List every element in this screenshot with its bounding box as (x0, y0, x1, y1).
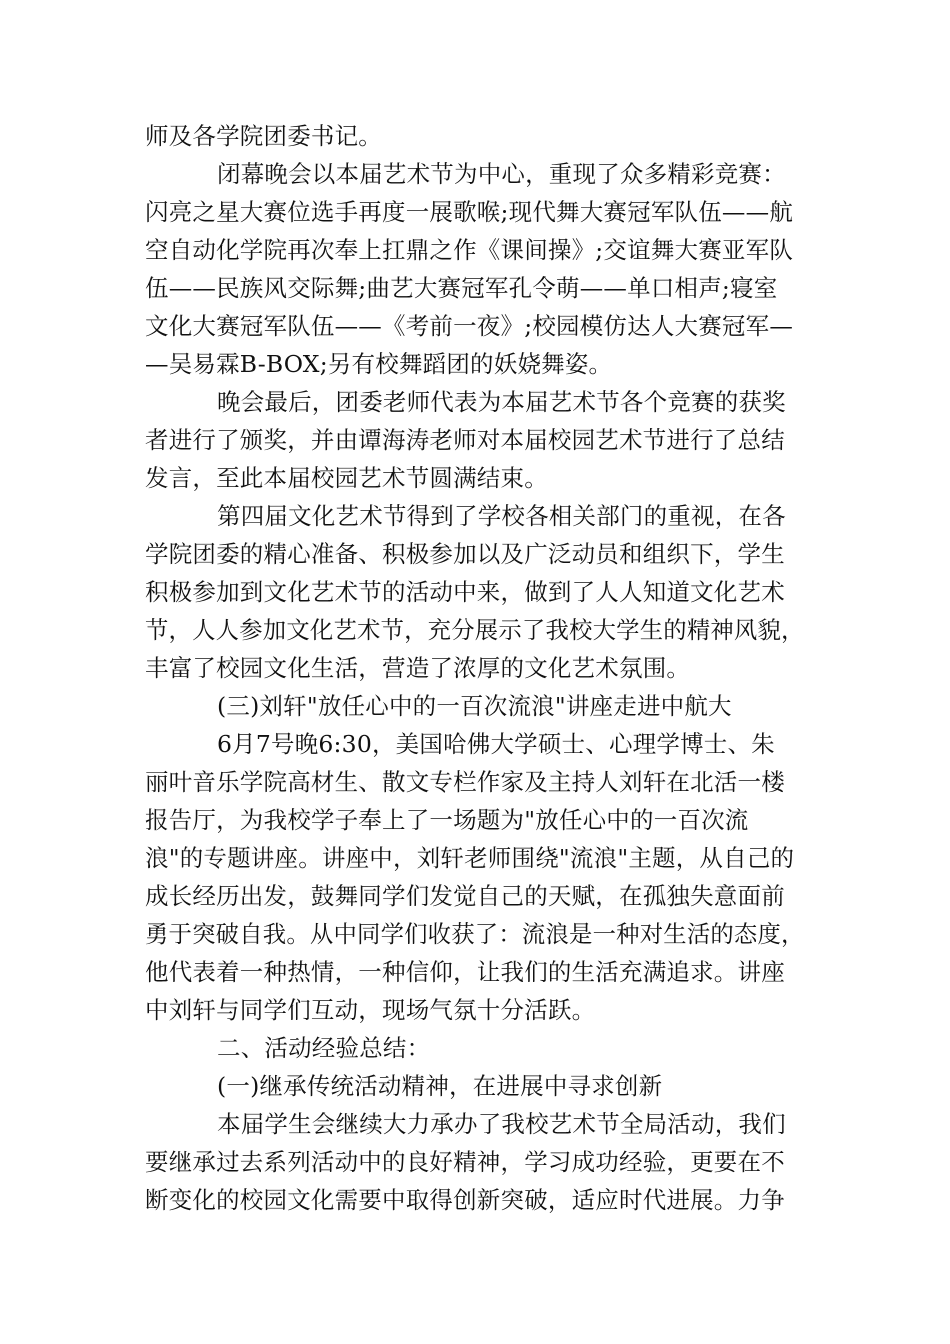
text-line-17: 6月7号晚6:30，美国哈佛大学硕士、心理学博士、朱 (217, 730, 775, 758)
text-line-7: —吴易霖B-BOX;另有校舞蹈团的妖娆舞姿。 (145, 350, 613, 378)
section-heading-3: (三)刘轩"放任心中的一百次流浪"讲座走进中航大 (217, 692, 732, 720)
text-line-22: 勇于突破自我。从中同学们收获了：流浪是一种对生活的态度， (145, 920, 805, 948)
text-line-24: 中刘轩与同学们互动，现场气氛十分活跃。 (145, 996, 596, 1024)
text-line-8: 晚会最后，团委老师代表为本届艺术节各个竞赛的获奖 (217, 388, 786, 416)
text-line-27: 本届学生会继续大力承办了我校艺术节全局活动，我们 (217, 1110, 786, 1138)
text-line-6: 文化大赛冠军队伍——《考前一夜》;校园模仿达人大赛冠军— (145, 312, 794, 340)
text-line-9: 者进行了颁奖，并由谭海涛老师对本届校园艺术节进行了总结 (145, 426, 785, 454)
text-line-15: 丰富了校园文化生活，营造了浓厚的文化艺术氛围。 (145, 654, 691, 682)
text-line-19: 报告厅，为我校学子奉上了一场题为"放任心中的一百次流 (145, 806, 749, 834)
text-line-29: 断变化的校园文化需要中取得创新突破，适应时代进展。力争 (145, 1186, 785, 1214)
text-line-23: 他代表着一种热情，一种信仰，让我们的生活充满追求。讲座 (145, 958, 785, 986)
text-line-3: 闪亮之星大赛位选手再度一展歌喉;现代舞大赛冠军队伍——航 (145, 198, 794, 226)
text-line-2: 闭幕晚会以本届艺术节为中心，重现了众多精彩竞赛： (217, 160, 786, 188)
text-line-13: 积极参加到文化艺术节的活动中来，做到了人人知道文化艺术 (145, 578, 785, 606)
text-line-1: 师及各学院团委书记。 (145, 122, 382, 150)
text-line-11: 第四届文化艺术节得到了学校各相关部门的重视，在各 (217, 502, 786, 530)
text-line-12: 学院团委的精心准备、积极参加以及广泛动员和组织下，学生 (145, 540, 785, 568)
text-line-21: 成长经历出发，鼓舞同学们发觉自己的天赋，在孤独失意面前 (145, 882, 785, 910)
text-line-5: 伍——民族风交际舞;曲艺大赛冠军孔令萌——单口相声;寝室 (145, 274, 778, 302)
text-line-4: 空自动化学院再次奉上扛鼎之作《课间操》;交谊舞大赛亚军队 (145, 236, 794, 264)
text-line-28: 要继承过去系列活动中的良好精神，学习成功经验，更要在不 (145, 1148, 785, 1176)
subsection-heading-1: (一)继承传统活动精神，在进展中寻求创新 (217, 1072, 663, 1100)
text-line-10: 发言，至此本届校园艺术节圆满结束。 (145, 464, 548, 492)
text-line-18: 丽叶音乐学院高材生、散文专栏作家及主持人刘轩在北活一楼 (145, 768, 785, 796)
section-heading-2: 二、活动经验总结： (217, 1034, 431, 1062)
text-line-20: 浪"的专题讲座。讲座中，刘轩老师围绕"流浪"主题，从自己的 (145, 844, 795, 872)
text-line-14: 节，人人参加文化艺术节，充分展示了我校大学生的精神风貌， (145, 616, 805, 644)
